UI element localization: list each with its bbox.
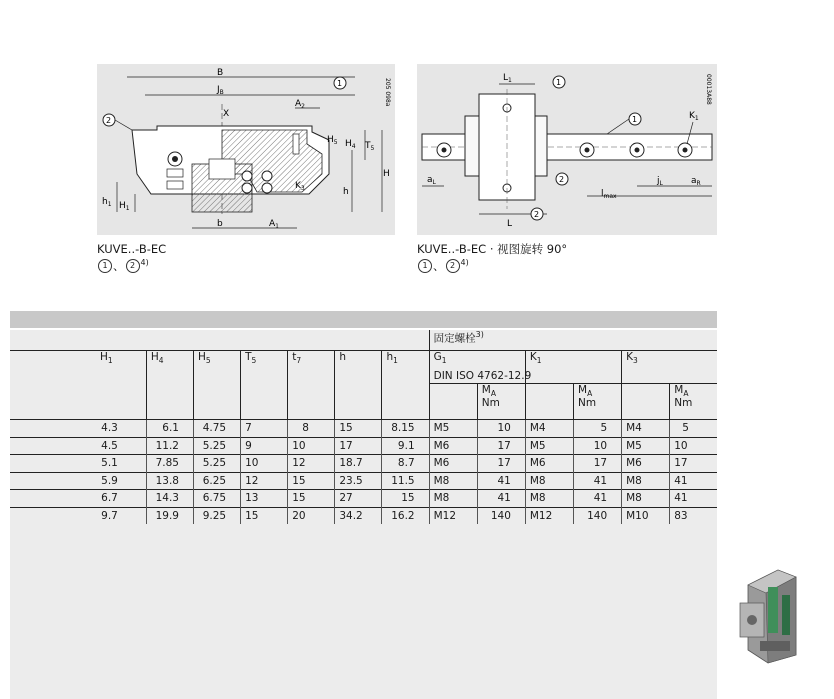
table-row: 9.7 19.9 9.25 15 20 34.2 16.2 M12 140 M12 140 M10 83 (10, 507, 717, 524)
col-G1-blank (429, 384, 477, 420)
dim-K3-label: $K_3$ (295, 181, 305, 192)
caption-left-title: KUVE..-B-EC (97, 242, 167, 256)
col-K3-MA-header: $M_A$ Nm (670, 384, 717, 420)
col-H4-header: $H_4$ (146, 351, 193, 420)
dim-L-label: L (507, 219, 513, 229)
col-K3-header: $K_3$ (622, 351, 717, 384)
product-3d-thumbnail (738, 565, 800, 665)
caption-left (97, 242, 166, 273)
callout-right-1a: 1 (556, 78, 562, 87)
dim-JB-label: $J_B$ (217, 85, 224, 96)
caption-right (417, 242, 567, 273)
cross-section-drawing (97, 64, 395, 235)
dim-b-label: b (217, 219, 223, 229)
table-row: 6.7 14.3 6.75 13 15 27 15 M8 41 M8 41 M8 41 (10, 490, 717, 508)
col-K1-MA-header: $M_A$ Nm (574, 384, 622, 420)
table-row: 5.1 7.85 5.25 10 12 18.7 8.7 M6 17 M6 17 M6 17 (10, 455, 717, 473)
col-h1-header: $h_1$ (382, 351, 429, 420)
dim-L1-label: $L_1$ (503, 73, 512, 84)
callout-right-1b: 1 (632, 115, 638, 124)
dim-lmax-label: $l_{max}$ (601, 189, 617, 200)
table-body (10, 420, 717, 525)
group-header-bolts: 固定螺栓$^{3)}$ (429, 330, 717, 351)
col-h-header: h (335, 351, 382, 420)
col-K1-header: $K_1$ (525, 351, 621, 384)
col-H5-header: $H_5$ (193, 351, 240, 420)
callout-right-2a: 2 (559, 175, 565, 184)
col-K3-blank (622, 384, 670, 420)
dim-aR-label: $a_R$ (691, 176, 701, 187)
dim-aL-label: $a_L$ (427, 175, 436, 186)
callout-1: 1 (337, 79, 343, 88)
table-row: 4.5 11.2 5.25 9 10 17 9.1 M6 17 M5 10 M5 10 (10, 437, 717, 455)
side-view-drawing (417, 64, 717, 235)
doc-code-left: 205 098a (384, 78, 391, 107)
col-T5-header: $T_5$ (241, 351, 288, 420)
dim-H-label: H (383, 169, 390, 179)
col-K1-blank (525, 384, 573, 420)
dim-T5-label: $T_5$ (365, 141, 375, 152)
col-G1-header: $G_1$ DIN ISO 4762-12.9 (429, 351, 525, 384)
col-G1-MA-header: $M_A$ Nm (477, 384, 525, 420)
table-banner (10, 311, 717, 328)
dim-K1-label: $K_1$ (689, 111, 699, 122)
dim-B-label: B (217, 68, 224, 78)
caption-right-title: KUVE..-B-EC · 视图旋转 90° (417, 242, 568, 256)
callout-2: 2 (106, 116, 112, 125)
col-H1-header: $H_1$ (100, 351, 113, 366)
caption-left-refs: 1 、 2 $^{4)}$ (97, 256, 166, 273)
dimension-table (10, 330, 717, 524)
dim-A2-label: $A_2$ (295, 99, 305, 110)
dim-H4-label: $H_4$ (345, 139, 356, 150)
callout-right-2b: 2 (534, 210, 540, 219)
doc-code-right: 00013A88 (705, 74, 712, 105)
caption-right-refs: 1 、 2 $^{4)}$ (417, 256, 567, 273)
col-t7-header: $t_7$ (288, 351, 335, 420)
dim-h1-label: $h_1$ (102, 197, 112, 208)
dim-H5-label: $H_5$ (327, 135, 338, 146)
table-row: 4.3 6.1 4.75 7 8 15 8.15 M5 10 M4 5 M4 5 (10, 420, 717, 438)
axis-X-label: X (223, 109, 230, 119)
table-row: 5.9 13.8 6.25 12 15 23.5 11.5 M8 41 M8 41 M8 41 (10, 472, 717, 490)
dim-jL-label: $j_L$ (657, 176, 663, 187)
dim-A1-label: $A_1$ (269, 219, 279, 230)
dim-H1-label: $H_1$ (119, 201, 130, 212)
dim-h-label: h (343, 187, 349, 197)
